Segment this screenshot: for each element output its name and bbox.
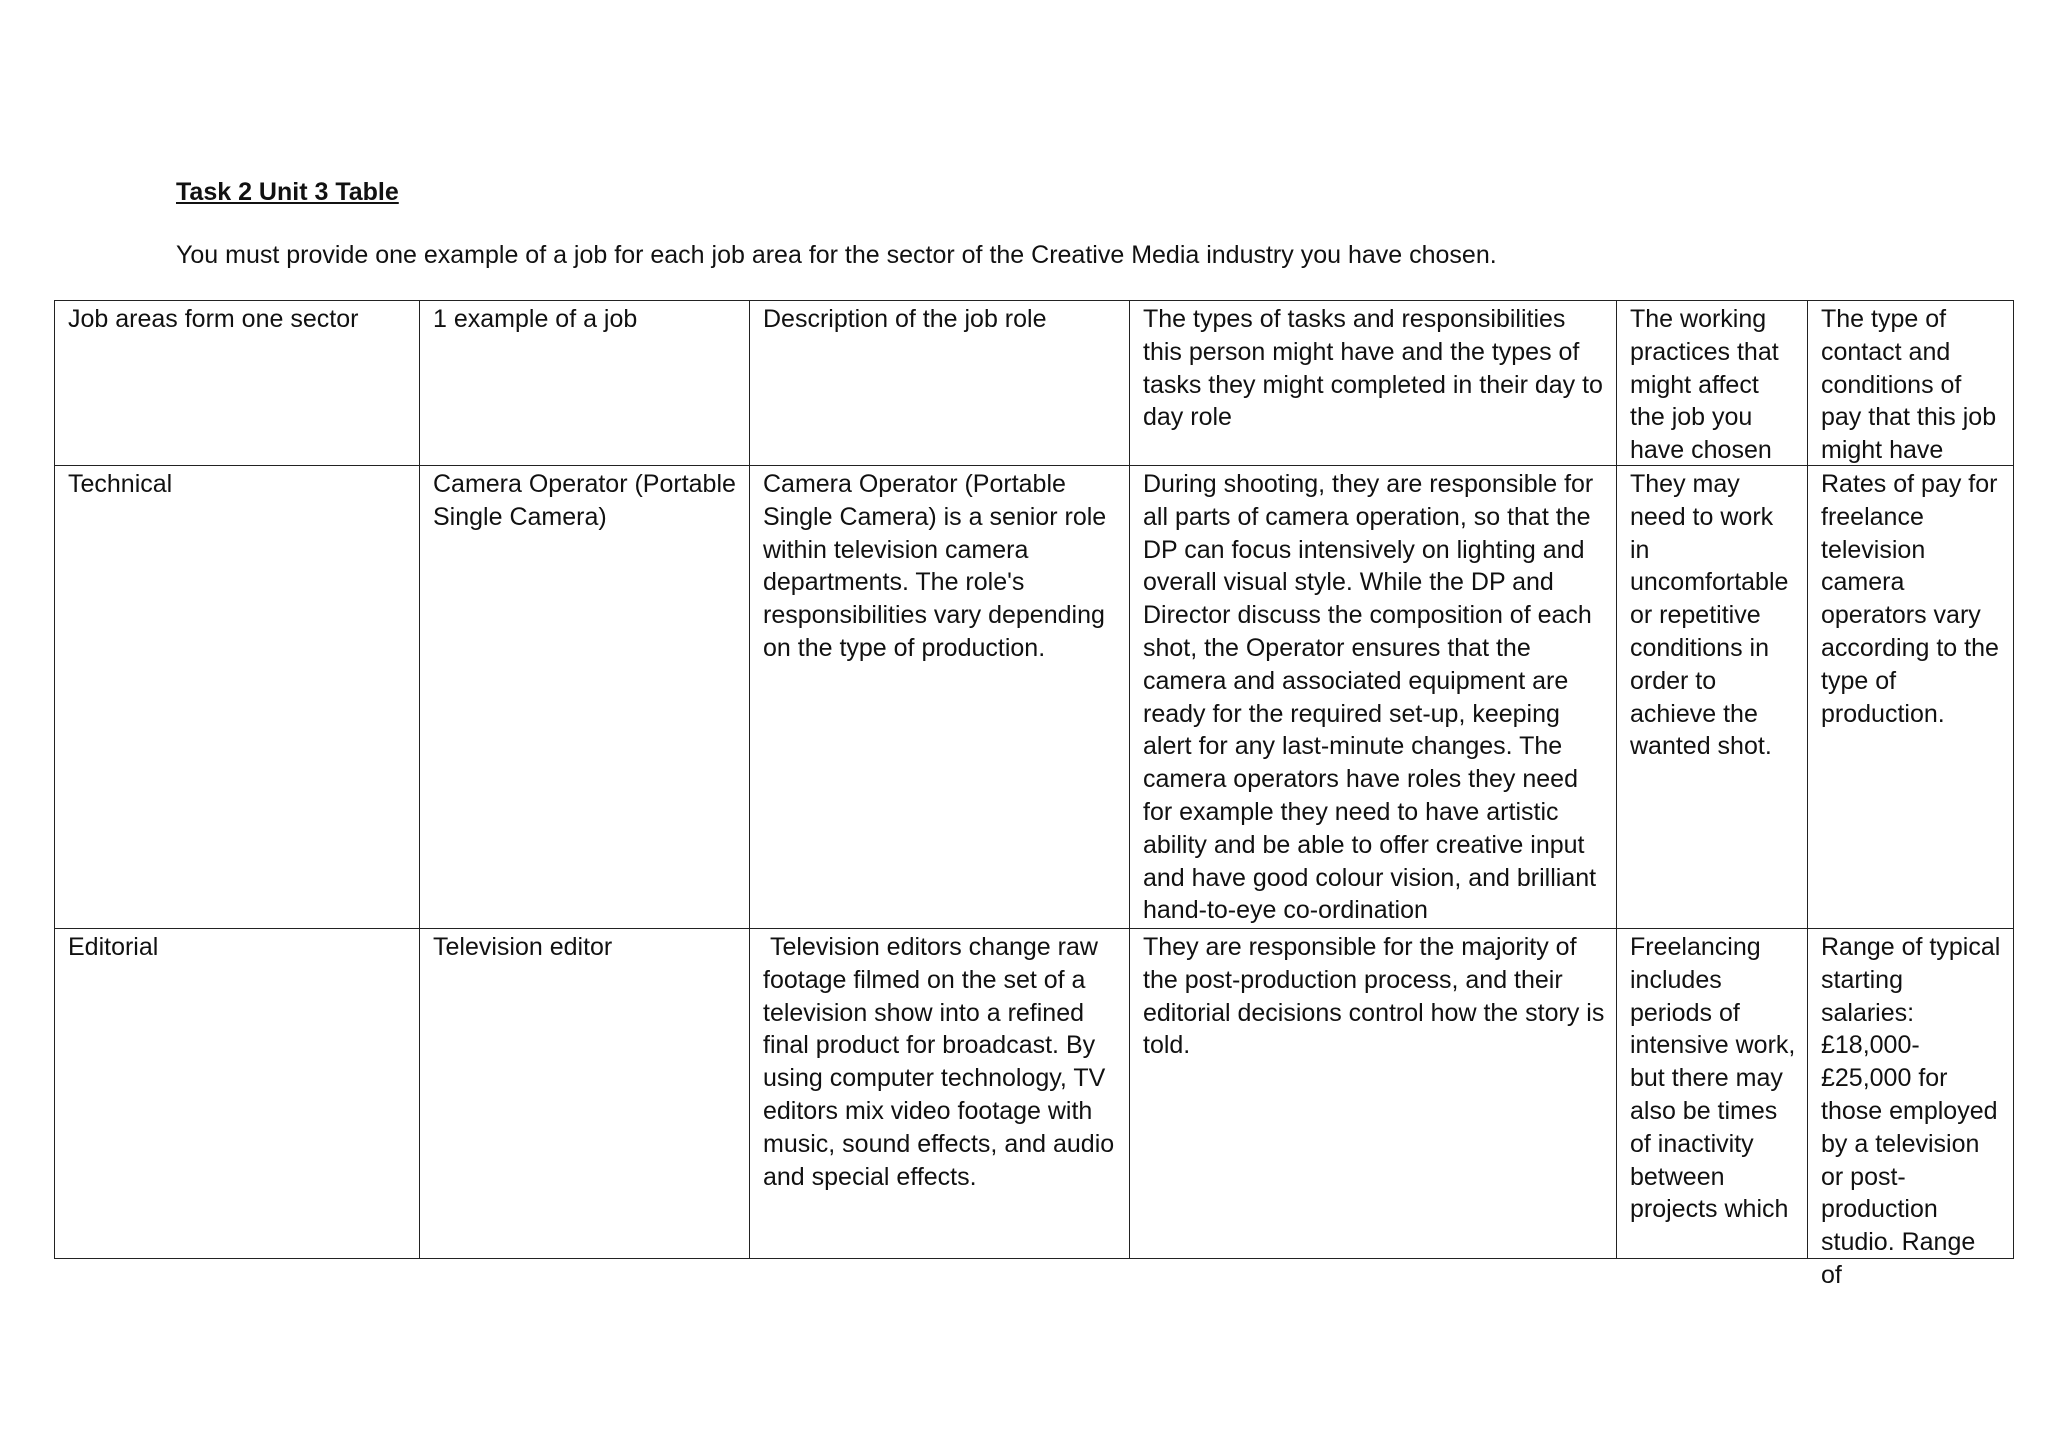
- header-job-areas: Job areas form one sector: [68, 305, 359, 333]
- table-cell: [1130, 929, 1617, 1259]
- cell-working-practices: They may need to work in uncomfortable or repetitive conditions in order to achieve the wanted shot.: [1630, 470, 1789, 761]
- header-description: Description of the job role: [763, 305, 1047, 333]
- table-cell: [55, 466, 420, 929]
- header-cell: [1130, 301, 1617, 466]
- header-cell: [750, 301, 1130, 466]
- table-cell: [1130, 466, 1617, 929]
- cell-job-area: Editorial: [68, 933, 159, 961]
- header-pay-conditions: The type of contact and conditions of pay that this job might have: [1821, 305, 1997, 465]
- table-cell: [750, 929, 1130, 1259]
- table-row: [55, 466, 2014, 929]
- header-cell: [55, 301, 420, 466]
- table-cell: [750, 466, 1130, 929]
- header-cell: [1808, 301, 2014, 466]
- table-row: [55, 929, 2014, 1259]
- job-areas-table: [54, 300, 2014, 1289]
- header-job-example: 1 example of a job: [433, 305, 638, 333]
- cell-job-area: Technical: [68, 470, 173, 498]
- table-cell: [55, 929, 420, 1259]
- cell-description: Camera Operator (Portable Single Camera) is a senior role within television camera departments. The role's responsibilities vary depending on the type of production.: [763, 470, 1107, 662]
- cell-job-example: Television editor: [433, 933, 613, 961]
- table-cell: [1617, 929, 1808, 1259]
- instructions-text: You must provide one example of a job for each job area for the sector of the Creative Media industry you have chosen.: [176, 241, 1497, 269]
- header-working-practices: The working practices that might affect the job you have chosen: [1630, 305, 1779, 465]
- table-cell: [1808, 466, 2014, 929]
- cell-description: Television editors change raw footage filmed on the set of a television show into a refined final product for broadcast. By using computer technology, TV editors mix video footage with music, sound effects, and audio and special effects.: [763, 933, 1122, 1191]
- page-title: Task 2 Unit 3 Table: [176, 178, 399, 206]
- header-cell: [420, 301, 750, 466]
- table-cell: [1808, 929, 2014, 1289]
- cell-pay-conditions: Rates of pay for freelance television camera operators vary according to the type of production.: [1821, 470, 1999, 728]
- cell-job-example: Camera Operator (Portable Single Camera): [433, 470, 736, 531]
- cell-pay-conditions: Range of typical starting salaries: £18,000-£25,000 for those employed by a television or post-production studio. Range of: [1821, 933, 2001, 1289]
- header-tasks: The types of tasks and responsibilities this person might have and the types of tasks they might completed in their day to day role: [1143, 305, 1603, 432]
- table-header-row: [55, 301, 2014, 466]
- cell-tasks: During shooting, they are responsible for all parts of camera operation, so that the DP can focus intensively on lighting and overall visual style. While the DP and Director discuss the composition of each shot, the Operator ensures that the camera and associated equipment are ready for the required set-up, keeping alert for any last-minute changes. The camera operators have roles they need for example they need to have artistic ability and be able to offer creative input and have good colour vision, and brilliant hand-to-eye co-ordination: [1143, 470, 1597, 925]
- table-cell: [420, 929, 750, 1259]
- header-cell: [1617, 301, 1808, 466]
- cell-working-practices: Freelancing includes periods of intensive work, but there may also be times of inactivity between projects which: [1630, 933, 1796, 1224]
- cell-tasks: They are responsible for the majority of the post-production process, and their editorial decisions control how the story is told.: [1143, 933, 1605, 1060]
- table-cell: [420, 466, 750, 929]
- table-cell: [1617, 466, 1808, 929]
